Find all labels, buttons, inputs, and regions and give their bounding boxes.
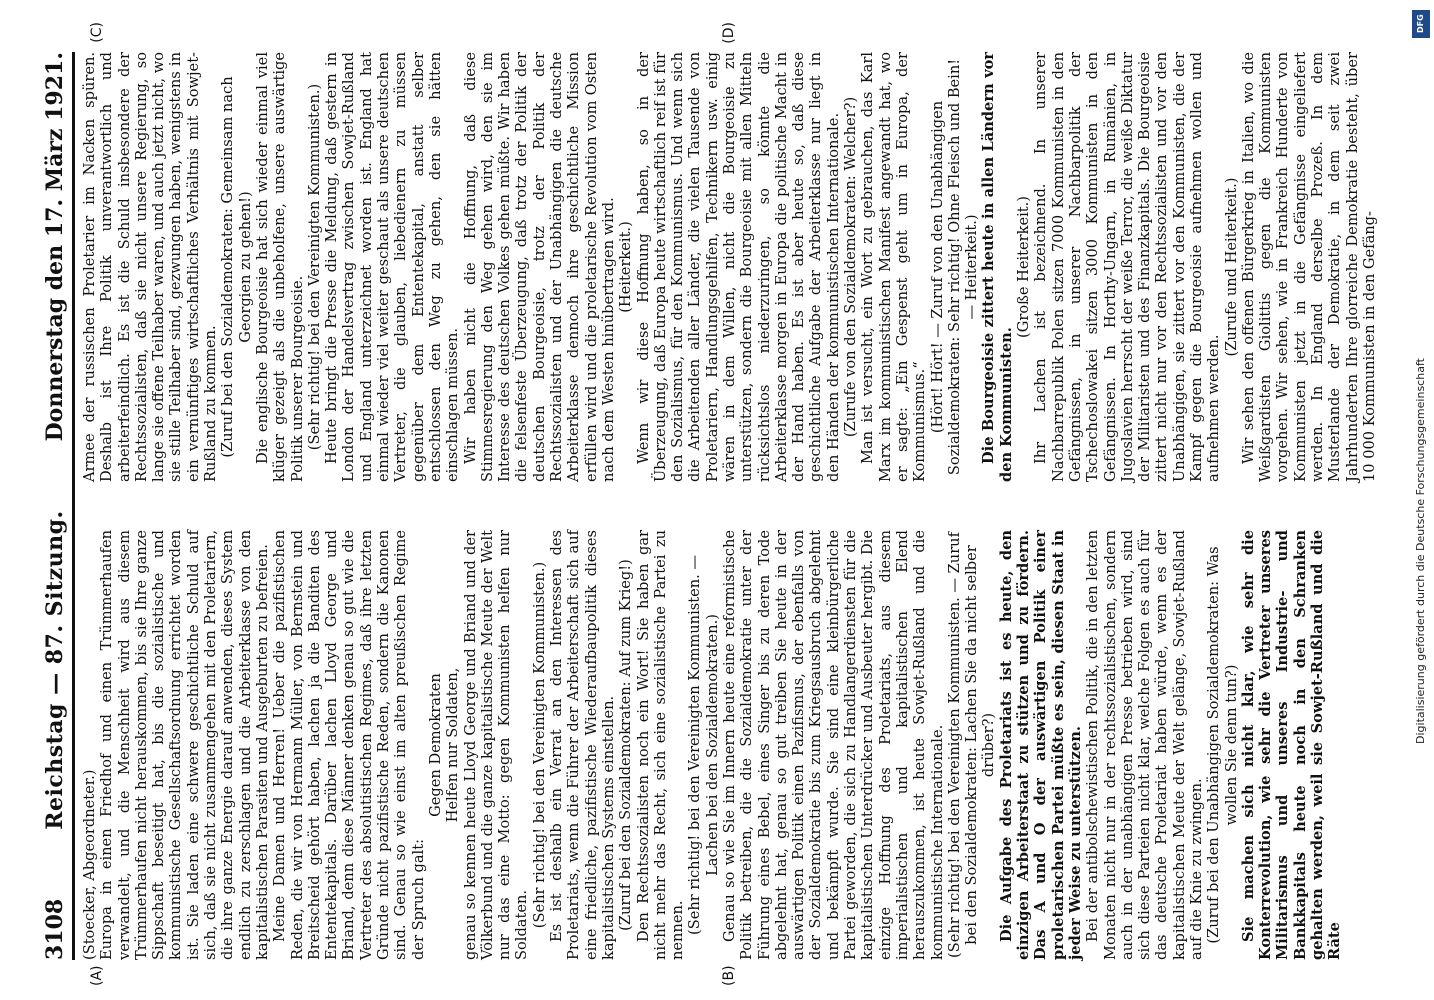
- margin-marker-a: (A): [89, 965, 105, 986]
- session-date: Donnerstag den 17. März 1921.: [42, 52, 68, 442]
- digitization-sidebar: [1410, 0, 1434, 1000]
- paragraph: Genau so wie Sie im Innern heute eine reformistische Politik betreiben, die die Sozialdemokratie unter der Führung eines Bebel, eines Singer bis zu deren Tode abgelehnt hat, genau so gut treiben Sie heute in der auswärtigen Politik einen Pazifismus, der ebenfalls von der Sozialdemokratie bis zum Kriegsausbruch abgelehnt und bekämpft wurde. Sie sind eine kleinbürgerliche Partei geworden, die sich zu Handlangerdiensten für die kapitalistischen Unterdrücker und Ausbeuter hergibt. Die einzige Hoffnung des Proletariats, aus diesem imperialistischen und kapitalistischen Elend herauszukommen, ist heute Sowjet-Rußland und die kommunistische Internationale.: [720, 530, 946, 960]
- margin-marker-b: (B): [721, 965, 737, 986]
- interjection: (Große Heiterkeit.): [1015, 196, 1033, 338]
- page-number: 3108: [42, 898, 68, 960]
- page-header: [42, 52, 75, 960]
- paragraph: Den Rechtssozialisten noch ein Wort! Sie haben gar nicht mehr das Recht, sich eine sozialistische Partei zu nennen.: [634, 530, 687, 960]
- interjection: (Sehr richtig! bei den Vereinigten Kommunisten.): [305, 83, 323, 451]
- paragraph: Ihr Lachen ist bezeichnend. In unserer Nachbarrepublik Polen sitzen 7000 Kommunisten in den Gefängnissen, in unserer Nachbarpolitik der Tschechoslowakei sitzen 3000 Kommunisten in den Gefängnissen. In Horthy-Ungarn, in Rumänien, in Jugoslavien herrscht der weiße Terror, die weiße Diktatur der Militaristen und des Finanzkapitals. Die Bourgeoisie zittert nicht nur vor den Rechtssozialisten und vor den Unabhängigen, sie zittert vor den Kommunisten, die der Kampf gegen die Bourgeoisie aufnehmen wollen und aufnehmen werden.: [1032, 52, 1223, 482]
- paragraph: Bei der antibolschewistischen Politik, die in den letzten Monaten nicht nur in der rechtssozialistischen, sondern auch in der unabhängigen Presse betrieben wird, sind sich diese Parteien nicht klar, welche Folgen es auch für das deutsche Proletariat haben würde, wenn es der kapitalistischen Meute der Welt gelänge, Sowjet-Rußland auf die Knie zu zwingen.: [1084, 530, 1205, 960]
- paragraph: Die Aufgabe des Proletariats ist es heute, den einzigen Arbeiterstaat zu stützen und zu fördern. Das A und O der auswärtigen Politik einer proletarischen Partei müßte es sein, diesen Staat in jeder Weise zu unterstützen.: [997, 530, 1084, 960]
- text-columns: [81, 22, 1378, 986]
- session-title: Reichstag — 87. Sitzung.: [42, 510, 68, 830]
- paragraph: Wenn wir diese Hoffnung haben, so in der Überzeugung, daß Europa heute wirtschaftlich reif ist für den Sozialismus, für den Kommunismus. Und wenn sich die Arbeitenden aller Länder, die vielen Tausende von Proletariern, Handlungsgehilfen, Technikern usw. einig wären in dem Willen, nicht die Bourgeoisie zu unterstützen, sondern die Bourgeoisie mit allen Mitteln rücksichtslos niederzuringen, so könnte die Arbeiterklasse morgen in Europa die politische Macht in der Hand haben. Es ist aber heute so, daß diese geschichtliche Aufgabe der Arbeiterklasse nur liegt in den Händen der kommunistischen Internationale.: [634, 52, 842, 482]
- paragraph: Es ist deshalb ein Verrat an den Interessen des Proletariats, wenn die Führer der Arbeiterschaft sich auf eine friedliche, pazifistische Wiederaufbaupolitik dieses kapitalistischen Systems einstellen.: [548, 530, 617, 960]
- paragraph: Wir sehen den offenen Bürgerkrieg in Italien, wo die Weißgardisten Giolittis gegen die Kommunisten vorgehen. Wir sehen, wie in Frankreich Hunderte von Kommunisten jetzt in die Gefängnisse eingeliefert werden. In England derselbe Prozeß. In dem Musterlande der Demokratie, in dem seit zwei Jahrhunderten Ihre glorreiche Demokratie besteht, über 10 000 Kommunisten in den Gefäng-: [1239, 52, 1378, 482]
- paragraph: Meine Damen und Herren! Ueber die pazifistischen Reden, die wir von Hermann Müller, von Bernstein und Breitscheid gehört haben, lachen ja die Banditen des Ententekapitals. Darüber lachen Lloyd George und Briand, denn diese Männer denken genau so gut wie die Vertreter des absolutistischen Regimes, daß ihre letzten Gründe nicht pazifistische Reden, sondern die Kanonen sind. Genau so wie einst im alten preußischen Regime der Spruch galt:: [271, 530, 427, 960]
- paragraph: Europa in einen Friedhof und einen Trümmerhaufen verwandelt, und die Menschheit wird aus diesem Trümmerhaufen nicht herauskommen, bis sie Ihre ganze Sippschaft beseitigt hat, bis die sozialistische und kommunistische Gesellschaftsordnung errichtet worden ist. Sie laden eine schwere geschichtliche Schuld auf sich, daß sie nicht zusammengehen mit den Proletariern, die ihre ganze Energie darauf anwenden, dieses System endlich zu zerschlagen und die Arbeiterklasse von den kapitalistischen Parasiten und Ausgeburten zu befreien.: [98, 530, 271, 960]
- paragraph: Man ist versucht, ein Wort zu gebrauchen, das Karl Marx im kommunistischen Manifest angewandt hat, wo er sagte: „Ein Gespenst geht um in Europa, der Kommunismus.“: [859, 52, 929, 482]
- interjection: (Sehr richtig! bei den Vereinigten Kommunisten. — Lachen bei den Sozialdemokraten.): [686, 555, 721, 935]
- quote-line: Helfen nur Soldaten,: [444, 667, 462, 823]
- interjection: (Zuruf bei den Sozialdemokraten: Gemeinsam nach Georgien zu gehen!): [219, 76, 254, 458]
- quote-line: Gegen Demokraten: [426, 673, 444, 817]
- interjection: (Heiterkeit.): [617, 221, 635, 313]
- interjection: (Sehr richtig! bei den Vereinigten Kommunisten. — Zuruf bei den Sozialdemokraten: Lachen Sie da nicht selber drüber?): [945, 532, 998, 958]
- paragraph: Armee der russischen Proletarier im Nacken spüren. Deshalb ist Ihre Politik unverantwortlich und arbeiterfeindlich. Es ist die Schuld insbesondere der Rechtssozialisten, daß sie nicht unsere Regierung, so lange sie offene Teilhaber waren, und auch jetzt nicht, wo sie stille Teilhaber sind, gezwungen haben, wenigstens in ein vernünftiges wirtschaftliches Verhältnis mit Sowjet-Rußland zu kommen.: [81, 52, 220, 482]
- interjection: (Zuruf bei den Sozialdemokraten: Auf zum Krieg!): [617, 559, 635, 931]
- interjection: (Hört! Hört! — Zuruf von den Unabhängigen Sozialdemokraten: Sehr richtig! Ohne Fleisch und Bein! — Heiterkeit.): [928, 58, 981, 476]
- interjection: (Sehr richtig! bei den Vereinigten Kommunisten.): [530, 561, 548, 929]
- speaker-line: (Stoecker, Abgeordneter.): [81, 769, 98, 960]
- margin-marker-d: (D): [721, 22, 737, 44]
- paragraph: Die englische Bourgeoisie hat sich wieder einmal viel klüger gezeigt als die unbeholfene, unsere auswärtige Politik unserer Bourgeoisie.: [253, 52, 306, 482]
- paragraph: Wir haben nicht die Hoffnung, daß diese Stimmesregierung den Weg gehen wird, den sie im Interesse des deutschen Volkes gehen müßte. Wir haben die felsenfeste Überzeugung, daß trotz der Politik der deutschen Bourgeoisie, trotz der Politik der Rechtssozialisten und der Unabhängigen die deutsche Arbeiterklasse dennoch ihre geschichtliche Mission erfüllen wird und die proletarische Revolution vom Osten nach dem Westen hinübertragen wird.: [461, 52, 617, 482]
- paragraph: Sie machen sich nicht klar, wie sehr die Konterrevolution, wie sehr die Vertreter unseres Militarismus und unseres Industrie- und Bankkapitals heute noch in den Schranken gehalten werden, weil sie Sowjet-Rußland und die Räte: [1239, 530, 1344, 960]
- margin-marker-c: (C): [89, 22, 105, 43]
- interjection: (Zurufe und Heiterkeit.): [1222, 177, 1240, 357]
- paragraph: genau so kennen heute Lloyd George und Briand und der Völkerbund und die ganze kapitalistische Meute der Welt nur das eine Motto: gegen Kommunisten helfen nur Soldaten.: [461, 530, 531, 960]
- left-column: [81, 530, 1378, 986]
- interjection: (Zurufe von den Sozialdemokraten: Welcher?): [842, 96, 860, 438]
- paragraph: Heute bringt die Presse die Meldung, daß gestern in London der Handelsvertrag zwischen Sowjet-Rußland und England unterzeichnet worden ist. England hat einmal wieder viel weiter geschaut als unsere deutschen Vertreter, die glauben, liebedienern zu müssen gegenüber dem Ententekapital, anstatt selber entschlossen den Weg zu gehen, den sie hätten einschlagen müssen.: [323, 52, 462, 482]
- interjection: (Zuruf bei den Unabhängigen Sozialdemokraten: Was wollen Sie denn tun?): [1205, 546, 1240, 944]
- digitization-credit: Digitalisierung gefördert durch die Deutsche Forschungsgemeinschaft: [1414, 358, 1427, 744]
- dfg-logo: DFG: [1412, 10, 1430, 38]
- paragraph: Die Bourgeoisie zittert heute in allen Ländern vor den Kommunisten.: [980, 52, 1015, 482]
- right-column: [81, 22, 1378, 482]
